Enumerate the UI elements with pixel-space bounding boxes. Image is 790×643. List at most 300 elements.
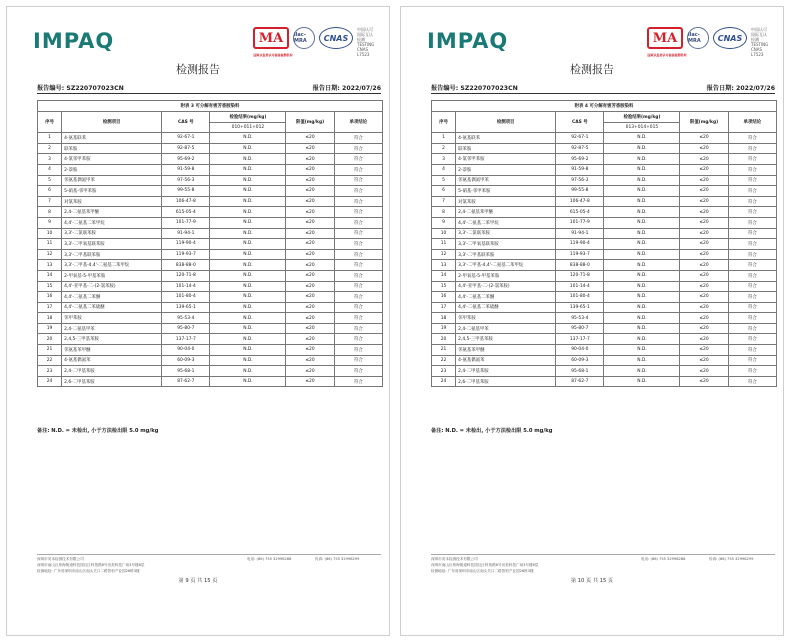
header-divider <box>431 93 775 94</box>
cell-cas: 97-56-3 <box>162 175 210 186</box>
cell-result: N.D. <box>604 260 680 271</box>
cell-item: 2,6-二甲基苯胺 <box>456 376 556 387</box>
cell-item: 2,6-二甲基苯胺 <box>62 376 162 387</box>
cell-conclusion: 符合 <box>334 355 382 366</box>
cell-limit: ≤20 <box>286 249 334 260</box>
cell-seq: 24 <box>38 376 62 387</box>
cell-result: N.D. <box>604 239 680 250</box>
header-item: 检测项目 <box>456 112 556 133</box>
cell-result: N.D. <box>604 323 680 334</box>
sample-id: 010+011+012 <box>210 122 286 133</box>
cell-result: N.D. <box>604 154 680 165</box>
cell-limit: ≤20 <box>680 196 728 207</box>
cell-cas: 99-55-8 <box>556 186 604 197</box>
cnas-text-line: TESTING <box>751 42 769 47</box>
cell-result: N.D. <box>210 355 286 366</box>
header-conclusion: 单项结论 <box>334 112 382 133</box>
cell-limit: ≤20 <box>286 270 334 281</box>
table-row <box>432 196 777 207</box>
cell-cas: 99-55-8 <box>162 186 210 197</box>
header-cas: CAS 号 <box>162 112 210 133</box>
cell-cas: 101-80-4 <box>162 292 210 303</box>
cell-item: 2,4-二氨基甲苯 <box>62 323 162 334</box>
cell-seq: 18 <box>432 313 456 324</box>
table-body <box>38 133 383 387</box>
cell-item: 对氯苯胺 <box>456 196 556 207</box>
cell-result: N.D. <box>210 323 286 334</box>
cell-result: N.D. <box>604 345 680 356</box>
cell-result: N.D. <box>210 196 286 207</box>
cell-cas: 101-80-4 <box>556 292 604 303</box>
cell-item: 2-甲氧基-5-甲基苯胺 <box>456 270 556 281</box>
cell-conclusion: 符合 <box>728 217 776 228</box>
cma-label: MA <box>258 31 284 46</box>
table-row <box>38 239 383 250</box>
table-row <box>432 323 777 334</box>
cell-item: 4-氨基联苯 <box>456 133 556 144</box>
cell-limit: ≤20 <box>680 207 728 218</box>
table-row <box>432 143 777 154</box>
cell-limit: ≤20 <box>286 345 334 356</box>
footer-divider <box>37 554 381 555</box>
table-row <box>38 186 383 197</box>
impaq-logo: IMPAQ <box>427 29 509 53</box>
cell-result: N.D. <box>604 334 680 345</box>
cell-seq: 16 <box>38 292 62 303</box>
cell-cas: 95-80-7 <box>162 323 210 334</box>
cell-seq: 12 <box>38 249 62 260</box>
table-row <box>38 196 383 207</box>
cell-seq: 19 <box>38 323 62 334</box>
cell-result: N.D. <box>604 133 680 144</box>
header-cas: CAS 号 <box>556 112 604 133</box>
cell-seq: 3 <box>432 154 456 165</box>
cnas-text-line: 中国认可 <box>357 27 373 32</box>
cnas-text-line: CNAS L7523 <box>357 47 370 57</box>
cell-limit: ≤20 <box>680 334 728 345</box>
cell-seq: 9 <box>432 217 456 228</box>
cell-conclusion: 符合 <box>728 366 776 377</box>
cell-cas: 60-09-3 <box>162 355 210 366</box>
cell-seq: 22 <box>432 355 456 366</box>
table-row <box>38 207 383 218</box>
sample-id: 013+014+015 <box>604 122 680 133</box>
cell-limit: ≤20 <box>680 270 728 281</box>
cell-seq: 15 <box>38 281 62 292</box>
table-row <box>38 302 383 313</box>
cell-seq: 5 <box>432 175 456 186</box>
cell-item: 4-氯邻甲苯胺 <box>456 154 556 165</box>
cell-conclusion: 符合 <box>728 355 776 366</box>
cell-seq: 17 <box>38 302 62 313</box>
table-row <box>432 217 777 228</box>
cnas-text-line: 国际互认 <box>357 32 373 37</box>
cell-item: 2-萘胺 <box>62 164 162 175</box>
cell-cas: 139-65-1 <box>162 302 210 313</box>
header-result: 检验结果(mg/kg) <box>604 112 680 123</box>
cell-result: N.D. <box>604 175 680 186</box>
cell-result: N.D. <box>604 249 680 260</box>
cell-seq: 19 <box>432 323 456 334</box>
cnas-logo-icon: CNAS <box>319 27 353 49</box>
cell-cas: 119-93-7 <box>162 249 210 260</box>
cell-conclusion: 符合 <box>334 313 382 324</box>
cell-limit: ≤20 <box>286 164 334 175</box>
cell-limit: ≤20 <box>286 217 334 228</box>
cell-cas: 92-87-5 <box>162 143 210 154</box>
cell-conclusion: 符合 <box>334 143 382 154</box>
cell-seq: 8 <box>38 207 62 218</box>
cell-cas: 92-87-5 <box>556 143 604 154</box>
cell-seq: 10 <box>38 228 62 239</box>
cell-cas: 91-59-8 <box>556 164 604 175</box>
cell-cas: 106-47-8 <box>556 196 604 207</box>
cell-conclusion: 符合 <box>728 249 776 260</box>
cell-conclusion: 符合 <box>334 345 382 356</box>
cell-result: N.D. <box>210 249 286 260</box>
ilac-seal-icon: ilac-MRA <box>687 27 709 49</box>
cell-cas: 87-62-7 <box>556 376 604 387</box>
cell-item: 邻氨基偶氮甲苯 <box>62 175 162 186</box>
footer-divider <box>431 554 775 555</box>
cell-cas: 87-62-7 <box>162 376 210 387</box>
cell-result: N.D. <box>210 207 286 218</box>
cell-seq: 21 <box>38 345 62 356</box>
cell-conclusion: 符合 <box>728 239 776 250</box>
cell-result: N.D. <box>210 228 286 239</box>
cma-mark-icon <box>253 27 293 57</box>
ilac-seal-icon: ilac-MRA <box>293 27 315 49</box>
cell-seq: 1 <box>38 133 62 144</box>
header-divider <box>37 93 381 94</box>
certification-marks <box>647 27 775 57</box>
cell-seq: 20 <box>432 334 456 345</box>
cell-result: N.D. <box>210 366 286 377</box>
cnas-accreditation-text <box>751 27 775 57</box>
report-number: 报告编号: SZ220707023CN <box>37 85 124 92</box>
cma-caption: 国家认监委认可检验检测机构 <box>253 53 293 57</box>
cell-cas: 95-69-2 <box>556 154 604 165</box>
footer-phone: 电话: (86) 755 32998288 <box>247 557 292 561</box>
table-row <box>432 313 777 324</box>
cell-limit: ≤20 <box>680 355 728 366</box>
cell-limit: ≤20 <box>286 207 334 218</box>
footer-fax: 传真: (86) 755 32998299 <box>709 557 754 561</box>
cell-cas: 92-67-1 <box>162 133 210 144</box>
cell-result: N.D. <box>604 186 680 197</box>
cell-seq: 15 <box>432 281 456 292</box>
cell-result: N.D. <box>210 292 286 303</box>
cell-conclusion: 符合 <box>334 323 382 334</box>
cell-conclusion: 符合 <box>728 334 776 345</box>
cell-seq: 14 <box>38 270 62 281</box>
footer-company: 深圳市英本检测技术有限公司 <box>431 557 478 561</box>
footer-company: 深圳市英本检测技术有限公司 <box>37 557 84 561</box>
table-row <box>432 281 777 292</box>
cell-item: 邻氨基苯甲醚 <box>456 345 556 356</box>
cell-item: 4,4'-二氨基二苯硫醚 <box>456 302 556 313</box>
cell-result: N.D. <box>210 186 286 197</box>
cell-seq: 23 <box>432 366 456 377</box>
table-row <box>432 260 777 271</box>
report-date: 报告日期: 2022/07/26 <box>706 85 775 92</box>
cell-seq: 4 <box>38 164 62 175</box>
cell-limit: ≤20 <box>286 143 334 154</box>
cell-item: 3,3'-二甲基-4,4'-二氨基二苯甲烷 <box>62 260 162 271</box>
cell-seq: 13 <box>38 260 62 271</box>
cell-conclusion: 符合 <box>334 302 382 313</box>
cell-limit: ≤20 <box>680 366 728 377</box>
cell-cas: 120-71-8 <box>162 270 210 281</box>
cell-seq: 7 <box>432 196 456 207</box>
cell-item: 4,4'-亚甲基-二-(2-氯苯胺) <box>456 281 556 292</box>
cell-result: N.D. <box>604 376 680 387</box>
cell-result: N.D. <box>210 281 286 292</box>
cell-result: N.D. <box>210 345 286 356</box>
remark-note: 备注: N.D. = 未检出, 小于方法检出限 5.0 mg/kg <box>37 428 159 434</box>
cell-item: 3,3'-二甲氧基联苯胺 <box>456 239 556 250</box>
header-conclusion: 单项结论 <box>728 112 776 133</box>
cell-limit: ≤20 <box>286 323 334 334</box>
cell-seq: 7 <box>38 196 62 207</box>
cell-limit: ≤20 <box>680 345 728 356</box>
cell-result: N.D. <box>604 292 680 303</box>
footer-phone: 电话: (86) 755 32998288 <box>641 557 686 561</box>
table-row <box>38 366 383 377</box>
table-row <box>38 228 383 239</box>
cell-item: 2,4-二氨基甲苯 <box>456 323 556 334</box>
cnas-text-line: CNAS L7523 <box>751 47 764 57</box>
cell-seq: 13 <box>432 260 456 271</box>
table-row <box>432 175 777 186</box>
cell-limit: ≤20 <box>680 228 728 239</box>
footer-fax: 传真: (86) 755 32998299 <box>315 557 360 561</box>
cell-conclusion: 符合 <box>728 323 776 334</box>
cell-limit: ≤20 <box>286 292 334 303</box>
cell-result: N.D. <box>604 366 680 377</box>
cell-conclusion: 符合 <box>728 164 776 175</box>
cell-result: N.D. <box>210 239 286 250</box>
cell-item: 4-氯邻甲苯胺 <box>62 154 162 165</box>
footer-lab-address: 检测地址: 广东省深圳市南山区南头关口二路智恒产业园26栋3楼 <box>431 569 534 573</box>
cell-cas: 101-77-9 <box>556 217 604 228</box>
cell-result: N.D. <box>210 133 286 144</box>
cell-conclusion: 符合 <box>728 228 776 239</box>
table-row <box>38 217 383 228</box>
cell-seq: 24 <box>432 376 456 387</box>
cma-label: MA <box>652 31 678 46</box>
cell-cas: 95-53-4 <box>556 313 604 324</box>
cnas-text-line: 中国认可 <box>751 27 767 32</box>
cell-conclusion: 符合 <box>334 270 382 281</box>
cell-cas: 615-05-4 <box>556 207 604 218</box>
cell-cas: 91-94-1 <box>162 228 210 239</box>
table-row <box>432 334 777 345</box>
cell-conclusion: 符合 <box>728 345 776 356</box>
cell-seq: 12 <box>432 249 456 260</box>
cell-limit: ≤20 <box>286 196 334 207</box>
table-row <box>432 376 777 387</box>
cell-limit: ≤20 <box>286 302 334 313</box>
table-row <box>38 260 383 271</box>
cell-seq: 20 <box>38 334 62 345</box>
certification-marks <box>253 27 381 57</box>
cell-conclusion: 符合 <box>334 186 382 197</box>
cell-seq: 9 <box>38 217 62 228</box>
cell-conclusion: 符合 <box>334 249 382 260</box>
cell-cas: 90-04-0 <box>556 345 604 356</box>
header-item: 检测项目 <box>62 112 162 133</box>
cell-cas: 97-56-3 <box>556 175 604 186</box>
cell-item: 邻氨基偶氮甲苯 <box>456 175 556 186</box>
cell-limit: ≤20 <box>286 186 334 197</box>
table-row <box>432 164 777 175</box>
cell-limit: ≤20 <box>680 175 728 186</box>
cell-item: 4-氨基联苯 <box>62 133 162 144</box>
cell-seq: 17 <box>432 302 456 313</box>
cell-seq: 23 <box>38 366 62 377</box>
document-title: 检测报告 <box>176 63 220 76</box>
cell-limit: ≤20 <box>680 164 728 175</box>
cell-seq: 3 <box>38 154 62 165</box>
cell-result: N.D. <box>210 260 286 271</box>
table-row <box>38 164 383 175</box>
cell-item: 2,4-二甲基苯胺 <box>456 366 556 377</box>
table-row <box>38 376 383 387</box>
cell-item: 2,4,5-三甲基苯胺 <box>62 334 162 345</box>
table-row <box>38 355 383 366</box>
cell-conclusion: 符合 <box>728 207 776 218</box>
cell-seq: 10 <box>432 228 456 239</box>
page-number: 第 10 页 共 15 页 <box>570 578 614 584</box>
header-limit: 限值(mg/kg) <box>286 112 334 133</box>
cell-seq: 6 <box>38 186 62 197</box>
cell-seq: 16 <box>432 292 456 303</box>
cell-seq: 5 <box>38 175 62 186</box>
cell-result: N.D. <box>210 143 286 154</box>
cell-seq: 21 <box>432 345 456 356</box>
cell-cas: 91-94-1 <box>556 228 604 239</box>
cell-result: N.D. <box>604 281 680 292</box>
cell-item: 2-甲氧基-5-甲基苯胺 <box>62 270 162 281</box>
document-title: 检测报告 <box>570 63 614 76</box>
cma-caption: 国家认监委认可检验检测机构 <box>647 53 687 57</box>
table-caption: 附表 3 可分解有害芳香胺染料 <box>38 101 383 112</box>
cell-item: 邻甲苯胺 <box>62 313 162 324</box>
cell-seq: 1 <box>432 133 456 144</box>
cell-limit: ≤20 <box>286 334 334 345</box>
cell-cas: 60-09-3 <box>556 355 604 366</box>
cell-item: 4,4'-二氨基二苯醚 <box>62 292 162 303</box>
cell-result: N.D. <box>210 376 286 387</box>
table-row <box>432 228 777 239</box>
table-row <box>38 249 383 260</box>
cell-limit: ≤20 <box>680 281 728 292</box>
footer-lab-address: 检测地址: 广东省深圳市南山区南头关口二路智恒产业园26栋3楼 <box>37 569 140 573</box>
remark-note: 备注: N.D. = 未检出, 小于方法检出限 5.0 mg/kg <box>431 428 553 434</box>
cell-seq: 8 <box>432 207 456 218</box>
cell-limit: ≤20 <box>286 154 334 165</box>
cell-limit: ≤20 <box>680 217 728 228</box>
cell-seq: 2 <box>432 143 456 154</box>
cell-item: 5-硝基-邻甲苯胺 <box>62 186 162 197</box>
cell-item: 2,4-二氨基苯甲醚 <box>456 207 556 218</box>
cell-cas: 137-17-7 <box>556 334 604 345</box>
header-seq: 序号 <box>432 112 456 133</box>
cell-cas: 119-90-4 <box>162 239 210 250</box>
cell-result: N.D. <box>604 313 680 324</box>
cell-result: N.D. <box>604 302 680 313</box>
cell-cas: 137-17-7 <box>162 334 210 345</box>
cell-item: 对氯苯胺 <box>62 196 162 207</box>
cell-result: N.D. <box>210 175 286 186</box>
table-caption: 附表 4 可分解有害芳香胺染料 <box>432 101 777 112</box>
table-row <box>432 270 777 281</box>
cell-conclusion: 符合 <box>334 281 382 292</box>
cell-limit: ≤20 <box>680 249 728 260</box>
cell-limit: ≤20 <box>286 239 334 250</box>
cell-conclusion: 符合 <box>728 281 776 292</box>
cell-conclusion: 符合 <box>728 143 776 154</box>
cnas-logo-icon: CNAS <box>713 27 747 49</box>
report-page-left <box>6 6 390 636</box>
cell-cas: 120-71-8 <box>556 270 604 281</box>
cell-conclusion: 符合 <box>728 376 776 387</box>
cell-limit: ≤20 <box>680 313 728 324</box>
cnas-text-line: 检测 <box>357 37 365 42</box>
cell-limit: ≤20 <box>286 133 334 144</box>
results-table <box>37 100 383 387</box>
cell-item: 3,3'-二氯联苯胺 <box>456 228 556 239</box>
cell-conclusion: 符合 <box>728 313 776 324</box>
cell-seq: 18 <box>38 313 62 324</box>
cell-result: N.D. <box>210 217 286 228</box>
cell-cas: 838-88-0 <box>162 260 210 271</box>
page-number: 第 9 页 共 15 页 <box>178 578 218 584</box>
cell-item: 4,4'-二氨基二苯硫醚 <box>62 302 162 313</box>
table-row <box>38 323 383 334</box>
cell-conclusion: 符合 <box>334 207 382 218</box>
table-row <box>38 313 383 324</box>
cell-limit: ≤20 <box>286 355 334 366</box>
cell-cas: 95-53-4 <box>162 313 210 324</box>
header-seq: 序号 <box>38 112 62 133</box>
cell-result: N.D. <box>604 207 680 218</box>
cell-cas: 92-67-1 <box>556 133 604 144</box>
cell-conclusion: 符合 <box>728 186 776 197</box>
cell-conclusion: 符合 <box>334 154 382 165</box>
cell-limit: ≤20 <box>286 376 334 387</box>
cell-cas: 95-68-1 <box>162 366 210 377</box>
footer-address: 深圳市南山区粤海街道科技园社区科苑路8号讯美科技广场3号楼6层 <box>37 563 145 567</box>
cell-result: N.D. <box>210 164 286 175</box>
table-body <box>432 133 777 387</box>
cell-cas: 95-69-2 <box>162 154 210 165</box>
footer-address: 深圳市南山区粤海街道科技园社区科苑路8号讯美科技广场3号楼6层 <box>431 563 539 567</box>
cell-limit: ≤20 <box>286 313 334 324</box>
cell-cas: 95-80-7 <box>556 323 604 334</box>
cell-conclusion: 符合 <box>728 302 776 313</box>
cell-item: 邻甲苯胺 <box>456 313 556 324</box>
table-row <box>432 186 777 197</box>
cell-conclusion: 符合 <box>728 175 776 186</box>
table-row <box>38 133 383 144</box>
cell-item: 3,3'-二甲基联苯胺 <box>456 249 556 260</box>
cell-conclusion: 符合 <box>334 175 382 186</box>
cell-result: N.D. <box>604 228 680 239</box>
cell-conclusion: 符合 <box>334 239 382 250</box>
cell-conclusion: 符合 <box>728 133 776 144</box>
